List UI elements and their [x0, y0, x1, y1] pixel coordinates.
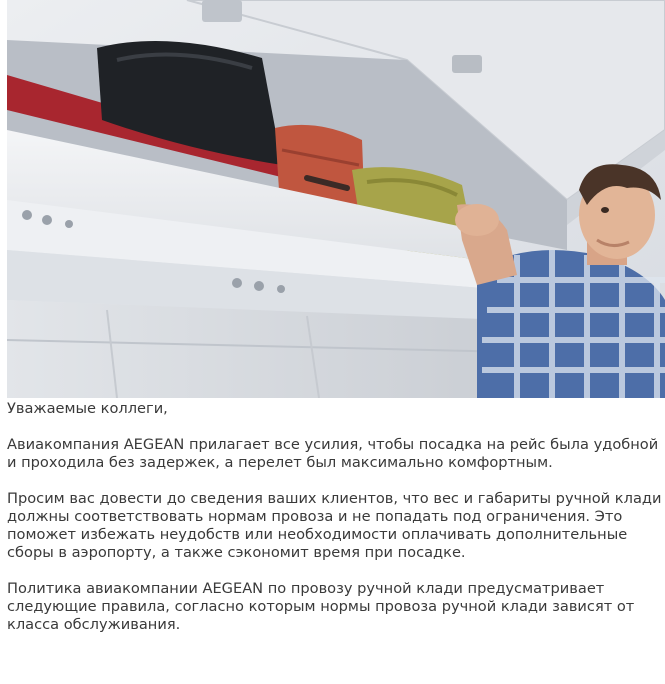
paragraph-intro: Авиакомпания AEGEAN прилагает все усилия, чтобы посадка на рейс была удобной и проходила без задержек, а перелет был максимально комфортным. — [7, 436, 659, 471]
hero-photo-overhead-bin — [7, 0, 665, 398]
latch-icon — [202, 0, 242, 22]
paragraph-policy: Политика авиакомпании AEGEAN по провозу ручной клади предусматривает следующие правила, согласно которым нормы провоза ручной клади зависят от класса обслуживания. — [7, 580, 635, 633]
greeting-text: Уважаемые коллеги, — [7, 400, 168, 417]
paragraph-request: Просим вас довести до сведения ваших клиентов, что вес и габариты ручной клади должны соответствовать нормам провоза и не попадать под ограничения. Это поможет избежать неудобств или необходимости оплачивать дополнительные сборы в аэропорту, а также сэкономит время при посадке. — [7, 490, 662, 561]
letter-body — [7, 400, 662, 634]
